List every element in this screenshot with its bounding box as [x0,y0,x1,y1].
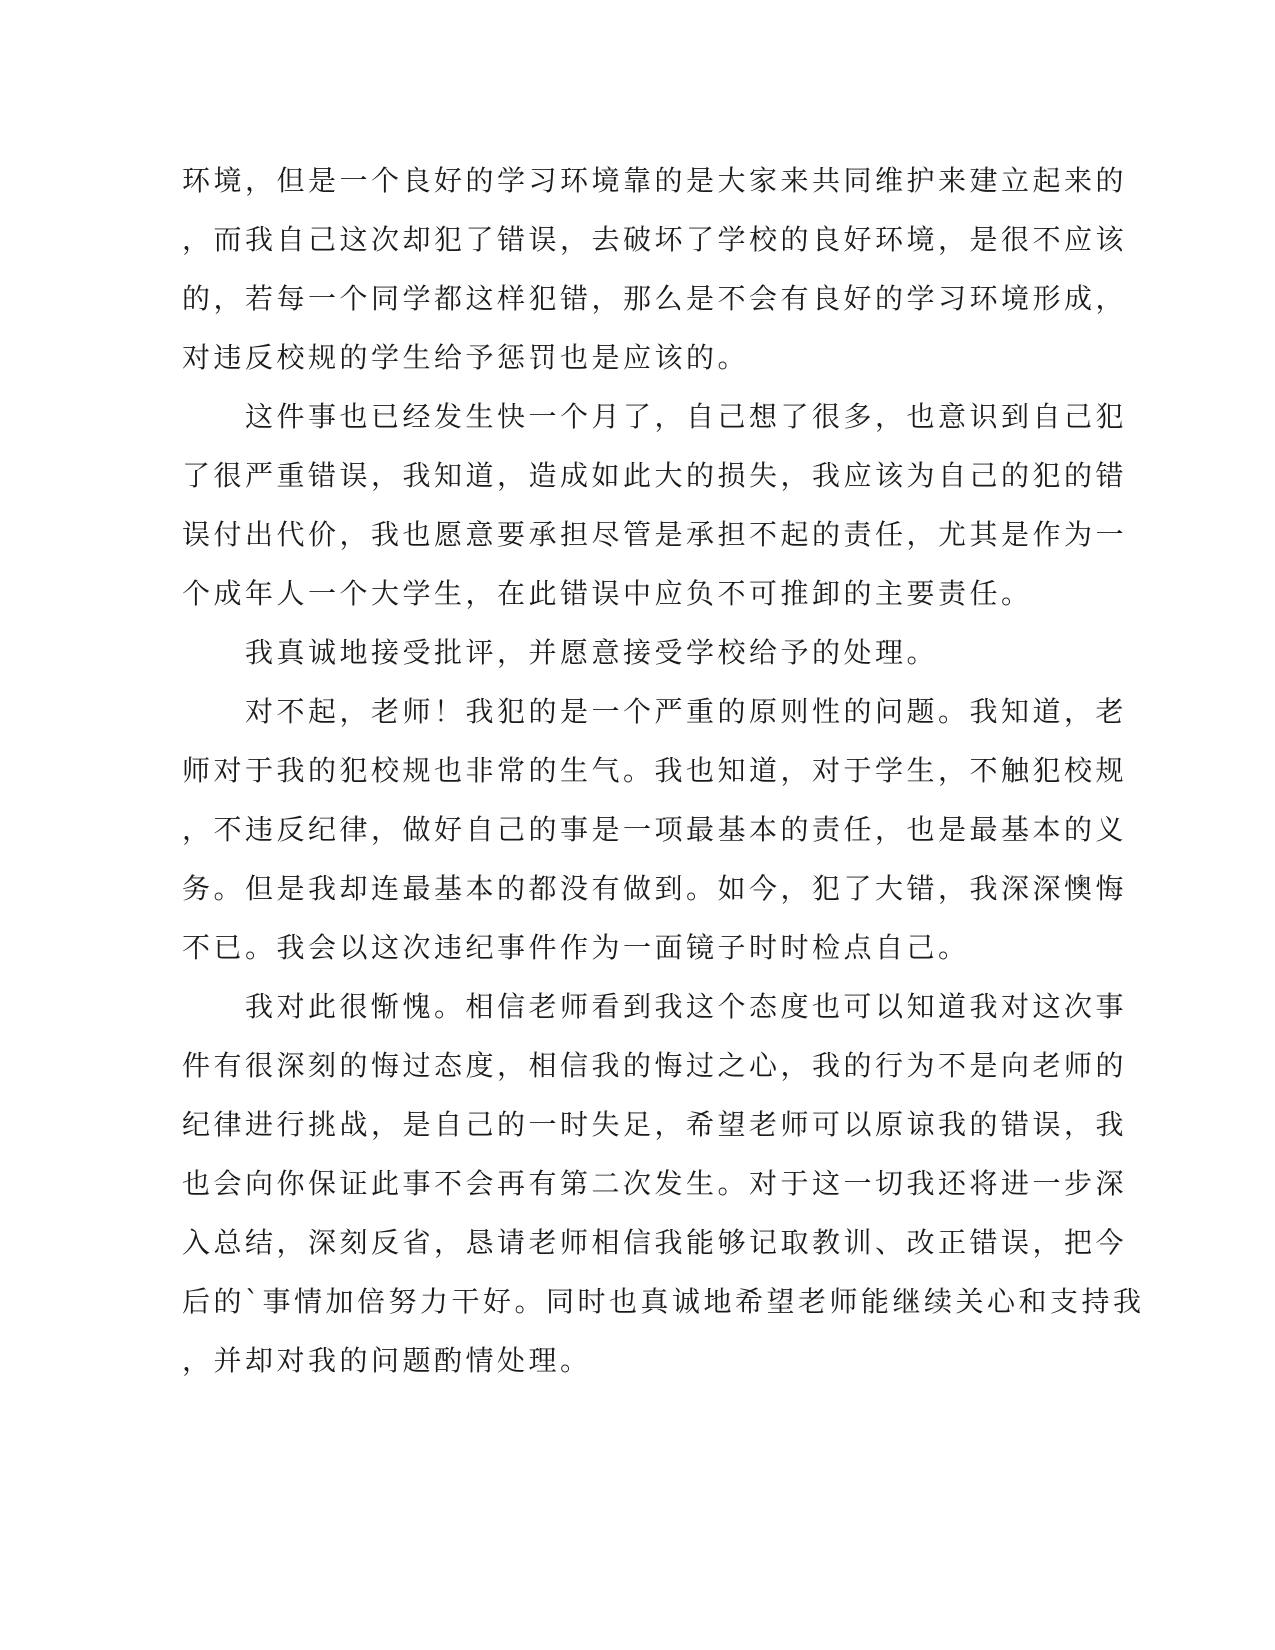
text-line: 个成年人一个大学生，在此错误中应负不可推卸的主要责任。 [182,577,1033,610]
text-line: 了很严重错误，我知道，造成如此大的损失，我应该为自己的犯的错 [182,459,1128,492]
text-line: 务。但是我却连最基本的都没有做到。如今，犯了大错，我深深懊悔 [182,872,1128,905]
text-line: 环境，但是一个良好的学习环境靠的是大家来共同维护来建立起来的 [182,164,1128,197]
text-line: 的，若每一个同学都这样犯错，那么是不会有良好的学习环境形成， [182,282,1128,315]
text-line: 也会向你保证此事不会再有第二次发生。对于这一切我还将进一步深 [182,1167,1128,1200]
text-line: 对违反校规的学生给予惩罚也是应该的。 [182,341,750,374]
text-line: ，并却对我的问题酌情处理。 [182,1344,592,1377]
text-line: 不已。我会以这次违纪事件作为一面镜子时时检点自己。 [182,931,970,964]
text-line: 我对此很惭愧。相信老师看到我这个态度也可以知道我对这次事 [182,990,1128,1023]
text-line: 纪律进行挑战，是自己的一时失足，希望老师可以原谅我的错误，我 [182,1108,1128,1141]
text-line: 这件事也已经发生快一个月了，自己想了很多，也意识到自己犯 [182,400,1128,433]
text-line: 后的`事情加倍努力干好。同时也真诚地希望老师能继续关心和支持我 [182,1285,1145,1318]
text-line: ，而我自己这次却犯了错误，去破坏了学校的良好环境，是很不应该 [182,223,1128,256]
body-text [182,158,1145,1397]
text-line: 对不起，老师！我犯的是一个严重的原则性的问题。我知道，老 [182,695,1128,728]
text-line: 入总结，深刻反省，恳请老师相信我能够记取教训、改正错误，把今 [182,1226,1128,1259]
text-line: 误付出代价，我也愿意要承担尽管是承担不起的责任，尤其是作为一 [182,518,1128,551]
text-line: 我真诚地接受批评，并愿意接受学校给予的处理。 [182,636,939,669]
text-line: 师对于我的犯校规也非常的生气。我也知道，对于学生，不触犯校规 [182,754,1128,787]
text-line: ，不违反纪律，做好自己的事是一项最基本的责任，也是最基本的义 [182,813,1128,846]
text-line: 件有很深刻的悔过态度，相信我的悔过之心，我的行为不是向老师的 [182,1049,1128,1082]
